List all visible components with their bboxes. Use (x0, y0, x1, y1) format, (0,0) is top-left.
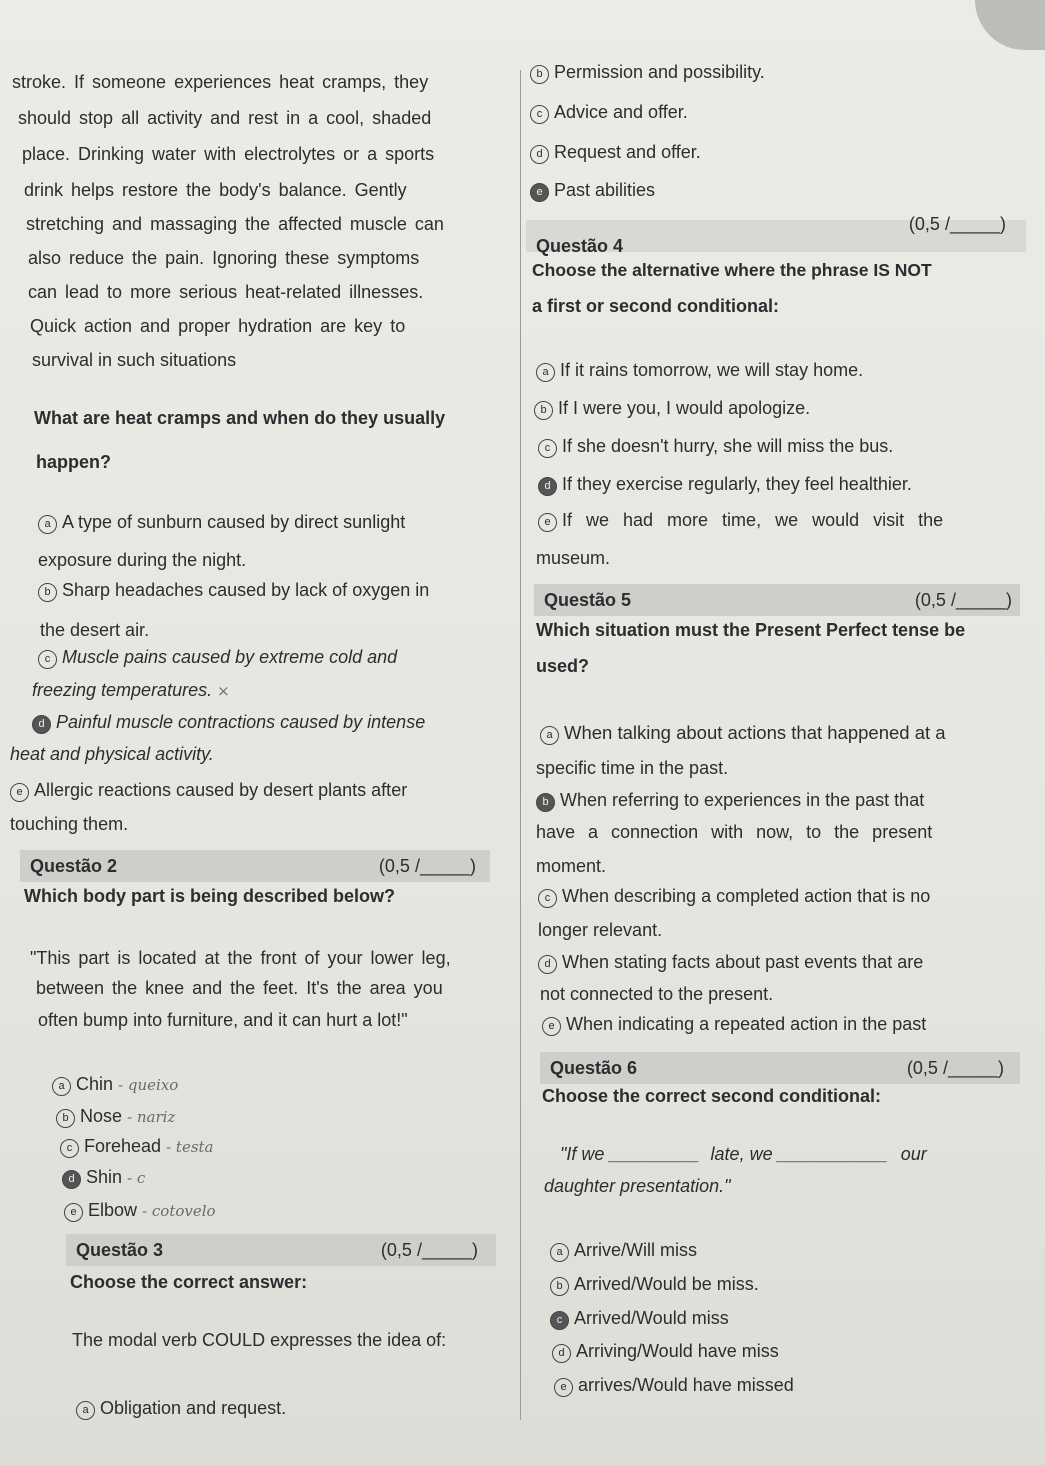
option-letter: e (542, 1017, 561, 1036)
handwritten-note: - c (127, 1169, 146, 1187)
handwritten-note: - testa (166, 1138, 214, 1156)
q4-option-b[interactable] (534, 398, 810, 420)
q2-quote-line: often bump into furniture, and it can hurt a lot!" (38, 1010, 408, 1030)
q2-header (20, 850, 490, 882)
option-letter: d (530, 145, 549, 164)
option-letter: e (538, 513, 557, 532)
q4-question-line: a first or second conditional: (532, 296, 780, 316)
option-text: specific time in the past. (536, 758, 729, 778)
option-letter: e (10, 783, 29, 802)
q6-option-e[interactable] (554, 1375, 794, 1397)
q3-score: (0,5 /_____) (380, 1240, 478, 1260)
q6-option-d[interactable] (552, 1341, 779, 1363)
passage-line: survival in such situations (32, 350, 237, 370)
option-text: the desert air. (40, 620, 150, 640)
option-text: Past abilities (554, 180, 656, 200)
passage-line: stroke. If someone experiences heat cramps, they (12, 72, 429, 92)
handwritten-note: - cotovelo (142, 1202, 216, 1220)
passage-line: drink helps restore the body's balance. Gently (24, 180, 407, 200)
option-text: Advice and offer. (554, 102, 688, 122)
option-letter-marked: d (32, 715, 51, 734)
q3-option-b[interactable] (530, 62, 765, 84)
option-letter: a (38, 515, 57, 534)
q2-option-d[interactable] (62, 1167, 145, 1189)
sentence-blank: _________ (609, 1144, 700, 1164)
q6-question: Choose the correct second conditional: (542, 1086, 882, 1106)
option-text: When indicating a repeated action in the past (566, 1014, 927, 1034)
option-letter: b (38, 583, 57, 602)
q4-option-a[interactable] (536, 360, 863, 382)
option-text: heat and physical activity. (10, 744, 214, 764)
option-text: Nose (80, 1106, 123, 1126)
q1-question-line: happen? (36, 452, 111, 472)
option-text: When referring to experiences in the past that (560, 790, 925, 810)
sentence-part: "If we (560, 1144, 605, 1164)
q5-header (534, 584, 1020, 616)
option-letter: d (552, 1344, 571, 1363)
option-letter: a (536, 363, 555, 382)
option-text: When stating facts about past events that are (562, 952, 924, 972)
handwritten-mark: × (217, 682, 230, 700)
q6-title: Questão 6 (550, 1058, 638, 1078)
option-text: Obligation and request. (100, 1398, 287, 1418)
q3-option-e[interactable] (530, 180, 655, 202)
q2-title: Questão 2 (30, 856, 118, 876)
q3-instruction: Choose the correct answer: (70, 1272, 308, 1292)
option-text: arrives/Would have missed (578, 1375, 794, 1395)
option-letter: c (38, 650, 57, 669)
option-letter: b (530, 65, 549, 84)
passage-line: can lead to more serious heat-related illnesses. (28, 282, 424, 302)
option-letter: a (76, 1401, 95, 1420)
q6-header (540, 1052, 1020, 1084)
option-text: Request and offer. (554, 142, 701, 162)
option-text: museum. (536, 548, 611, 568)
passage-line: also reduce the pain. Ignoring these symptoms (28, 248, 420, 268)
option-text: If they exercise regularly, they feel healthier. (562, 474, 912, 494)
option-letter: b (534, 401, 553, 420)
q5-title: Questão 5 (544, 590, 632, 610)
option-text: touching them. (10, 814, 129, 834)
q4-option-e[interactable] (538, 510, 943, 532)
option-text: longer relevant. (538, 920, 663, 940)
option-letter: e (64, 1203, 83, 1222)
q2-option-c[interactable] (60, 1136, 214, 1158)
q6-option-b[interactable] (550, 1274, 759, 1296)
option-letter: c (530, 105, 549, 124)
option-letter: c (538, 439, 557, 458)
option-text: Allergic reactions caused by desert plants after (34, 780, 408, 800)
option-text: A type of sunburn caused by direct sunlight (62, 512, 406, 532)
q3-header (66, 1234, 496, 1266)
q6-sentence-line (560, 1144, 927, 1165)
q2-option-a[interactable] (52, 1074, 178, 1096)
option-letter: a (550, 1243, 569, 1262)
option-text: Arrive/Will miss (574, 1240, 697, 1260)
option-text: Sharp headaches caused by lack of oxygen in (62, 580, 430, 600)
q5-question-line: Which situation must the Present Perfect tense be (536, 620, 966, 640)
option-letter-marked: e (530, 183, 549, 202)
sentence-part: late, we (710, 1144, 773, 1164)
q4-title: Questão 4 (536, 236, 624, 256)
option-letter: a (540, 726, 559, 745)
q2-option-e[interactable] (64, 1200, 216, 1222)
q5-question-line: used? (536, 656, 590, 676)
option-letter: c (60, 1139, 79, 1158)
option-text: If we had more time, we would visit the (562, 510, 944, 530)
option-letter-marked: c (550, 1311, 569, 1330)
option-letter-marked: d (538, 477, 557, 496)
option-text: Muscle pains caused by extreme cold and (62, 647, 398, 667)
q3-option-c[interactable] (530, 102, 688, 124)
option-text: Arrived/Would be miss. (574, 1274, 759, 1294)
q6-option-a[interactable] (550, 1240, 697, 1262)
option-text: Shin (86, 1167, 123, 1187)
q4-header (526, 214, 1026, 256)
option-text: When describing a completed action that is no (562, 886, 931, 906)
sentence-blank: ___________ (777, 1144, 888, 1164)
option-text: If she doesn't hurry, she will miss the bus. (562, 436, 894, 456)
option-text: Arrived/Would miss (574, 1308, 729, 1328)
passage-line: should stop all activity and rest in a cool, shaded (18, 108, 432, 128)
q4-option-d[interactable] (538, 474, 912, 496)
q1-question-line: What are heat cramps and when do they usually (34, 408, 446, 428)
option-letter: c (538, 889, 557, 908)
option-letter: b (56, 1109, 75, 1128)
option-text: If I were you, I would apologize. (558, 398, 811, 418)
q5-score: (0,5 /_____) (914, 590, 1012, 610)
passage-line: place. Drinking water with electrolytes or a sports (22, 144, 435, 164)
passage-line: stretching and massaging the affected muscle can (26, 214, 444, 234)
q6-option-c[interactable] (550, 1308, 729, 1330)
option-letter: a (52, 1077, 71, 1096)
q2-quote-line: between the knee and the feet. It's the area you (36, 978, 443, 998)
q4-score: (0,5 /_____) (908, 214, 1006, 234)
q4-option-c[interactable] (538, 436, 893, 458)
option-text: Permission and possibility. (554, 62, 765, 82)
option-letter-marked: b (536, 793, 555, 812)
option-text: moment. (536, 856, 607, 876)
q3-option-d[interactable] (530, 142, 701, 164)
q2-option-b[interactable] (56, 1106, 175, 1128)
option-letter: b (550, 1277, 569, 1296)
option-text: Painful muscle contractions caused by intense (56, 712, 426, 732)
page-corner (975, 0, 1045, 50)
q6-sentence-line: daughter presentation." (544, 1176, 731, 1196)
option-text: have a connection with now, to the present (536, 822, 933, 842)
passage-line: Quick action and proper hydration are key to (30, 316, 406, 336)
option-letter: e (554, 1378, 573, 1397)
option-text: When talking about actions that happened at a (564, 722, 946, 743)
q2-quote-line: "This part is located at the front of your lower leg, (30, 948, 451, 968)
option-text: freezing temperatures. (32, 680, 213, 700)
option-text: Arriving/Would have miss (576, 1341, 779, 1361)
option-letter-marked: d (62, 1170, 81, 1189)
option-text: Elbow (88, 1200, 138, 1220)
q3-option-a[interactable] (76, 1398, 286, 1420)
q4-question-line: Choose the alternative where the phrase IS NOT (532, 260, 932, 280)
q3-question: The modal verb COULD expresses the idea of: (72, 1330, 447, 1350)
q2-question: Which body part is being described below? (24, 886, 396, 906)
q6-score: (0,5 /_____) (906, 1058, 1004, 1078)
option-text: exposure during the night. (38, 550, 247, 570)
option-text: If it rains tomorrow, we will stay home. (560, 360, 864, 380)
option-text: not connected to the present. (540, 984, 774, 1004)
q3-title: Questão 3 (76, 1240, 164, 1260)
q2-score: (0,5 /_____) (378, 856, 476, 876)
column-divider (520, 70, 521, 1420)
sentence-part: our (900, 1144, 927, 1164)
option-text: Forehead (84, 1136, 162, 1156)
option-text: Chin (76, 1074, 114, 1094)
handwritten-note: - queixo (118, 1076, 179, 1094)
handwritten-note: - nariz (127, 1108, 176, 1126)
option-letter: d (538, 955, 557, 974)
